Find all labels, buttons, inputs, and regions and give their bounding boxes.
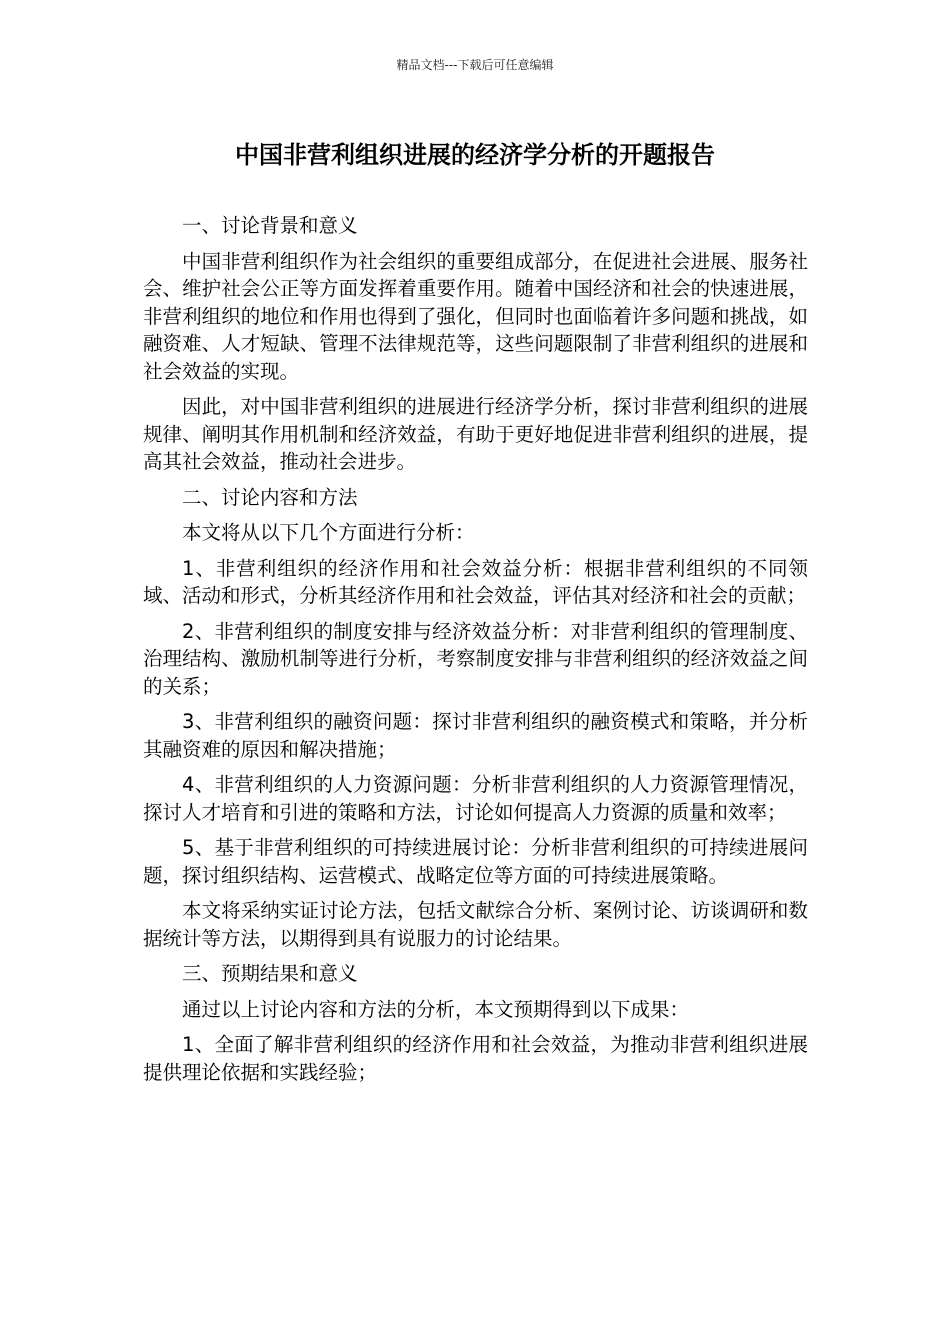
paragraph: 本文将采纳实证讨论方法，包括文献综合分析、案例讨论、访谈调研和数据统计等方法，以期得到具有说服力的讨论结果。: [143, 899, 808, 950]
list-item: 1、全面了解非营利组织的经济作用和社会效益，为推动非营利组织进展提供理论依据和实践经验；: [143, 1033, 808, 1084]
list-item: 3、非营利组织的融资问题：探讨非营利组织的融资模式和策略，并分析其融资难的原因和解决措施；: [143, 710, 808, 761]
header-note: 精品文档---下载后可任意编辑: [396, 58, 554, 72]
section-heading-background: 一、讨论背景和意义: [182, 214, 358, 237]
document-title: 中国非营利组织进展的经济学分析的开题报告: [235, 141, 715, 169]
section-heading-expected-results: 三、预期结果和意义: [182, 962, 358, 985]
list-item: 2、非营利组织的制度安排与经济效益分析：对非营利组织的管理制度、治理结构、激励机制等进行分析，考察制度安排与非营利组织的经济效益之间的关系；: [143, 619, 808, 698]
paragraph: 通过以上讨论内容和方法的分析，本文预期得到以下成果：: [182, 997, 690, 1021]
document-body: [143, 212, 808, 1094]
paragraph: 中国非营利组织作为社会组织的重要组成部分，在促进社会进展、服务社会、维护社会公正等方面发挥着重要作用。随着中国经济和社会的快速进展，非营利组织的地位和作用也得到了强化，但同时也面临着许多问题和挑战，如融资难、人才短缺、管理不法律规范等，这些问题限制了非营利组织的进展和社会效益的实现。: [143, 249, 808, 383]
section-heading-content-methods: 二、讨论内容和方法: [182, 485, 358, 509]
list-item: 1、非营利组织的经济作用和社会效益分析：根据非营利组织的不同领域、活动和形式，分析其经济作用和社会效益，评估其对经济和社会的贡献；: [143, 556, 808, 607]
paragraph: 因此，对中国非营利组织的进展进行经济学分析，探讨非营利组织的进展规律、阐明其作用机制和经济效益，有助于更好地促进非营利组织的进展，提高其社会效益，推动社会进步。: [143, 395, 808, 473]
paragraph: 本文将从以下几个方面进行分析：: [182, 521, 475, 544]
list-item: 5、基于非营利组织的可持续进展讨论：分析非营利组织的可持续进展问题，探讨组织结构、运营模式、战略定位等方面的可持续进展策略。: [143, 836, 808, 887]
list-item: 4、非营利组织的人力资源问题：分析非营利组织的人力资源管理情况，探讨人才培育和引进的策略和方法，讨论如何提高人力资源的质量和效率；: [143, 773, 808, 824]
